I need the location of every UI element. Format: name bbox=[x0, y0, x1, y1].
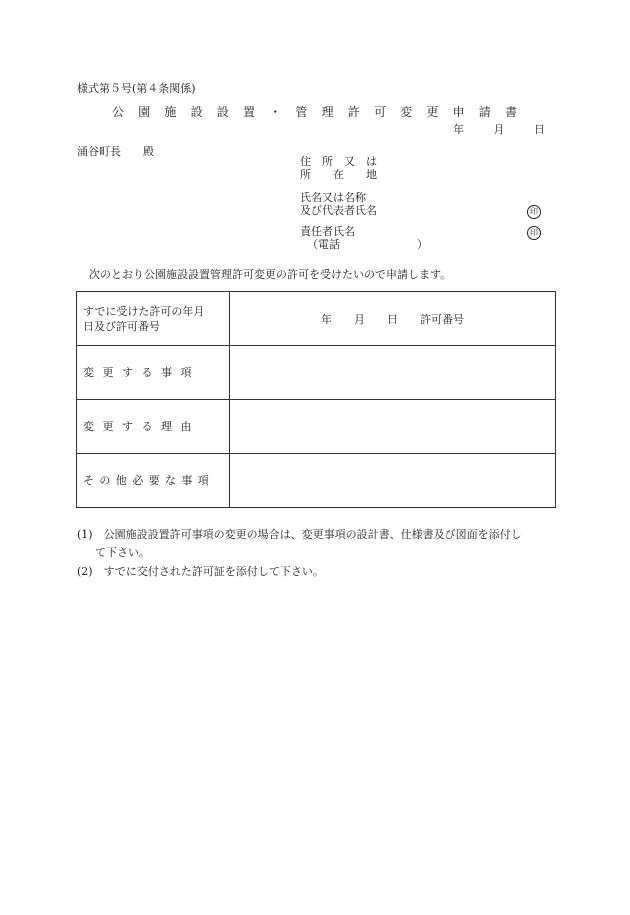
table-row bbox=[77, 346, 556, 400]
applicant-address-label bbox=[300, 155, 377, 181]
seal-mark-icon: 印 bbox=[527, 205, 541, 219]
prior-permit-label-line-2: 日及び許可番号 bbox=[83, 319, 160, 333]
name-label-line-1: 氏名又は名称 bbox=[300, 191, 366, 204]
change-item-label: 変更する事項 bbox=[77, 346, 230, 400]
other-matters-label: その他必要な事項 bbox=[77, 454, 230, 508]
change-reason-label: 変更する理由 bbox=[77, 400, 230, 454]
name-label-line-2: 及び代表者氏名 bbox=[300, 204, 377, 217]
date-day: 日 bbox=[534, 123, 545, 136]
note-1-continuation: て下さい。 bbox=[95, 546, 150, 559]
table-row bbox=[77, 292, 556, 346]
address-label-line-2: 所 在 地 bbox=[300, 168, 377, 181]
date-month: 月 bbox=[493, 123, 505, 136]
table-row bbox=[77, 400, 556, 454]
applicant-name-label bbox=[300, 191, 377, 217]
permit-day: 日 bbox=[387, 312, 398, 326]
addressee: 涌谷町長 殿 bbox=[77, 145, 154, 158]
responsible-person-label: 責任者氏名 bbox=[300, 225, 355, 238]
note-1: (1) 公園施設設置許可事項の変更の場合は、変更事項の設計書、仕様書及び図面を添付し bbox=[77, 528, 522, 541]
intro-text: 次のとおり公園施設設置管理許可変更の許可を受けたいので申請します。 bbox=[89, 268, 452, 281]
prior-permit-field[interactable] bbox=[230, 292, 556, 346]
address-label-line-1: 住 所 又 は bbox=[300, 155, 377, 168]
phone-label: （電話 ） bbox=[307, 238, 428, 251]
change-item-field[interactable] bbox=[230, 346, 556, 400]
prior-permit-label-line-1: すでに受けた許可の年月 bbox=[83, 304, 205, 318]
application-table bbox=[76, 291, 556, 508]
date-year: 年 bbox=[453, 123, 464, 136]
permit-number-label: 許可番号 bbox=[420, 312, 464, 326]
application-date bbox=[453, 123, 545, 136]
table-row bbox=[77, 454, 556, 508]
form-number-label: 様式第５号(第４条関係) bbox=[77, 82, 196, 95]
change-reason-field[interactable] bbox=[230, 400, 556, 454]
other-matters-field[interactable] bbox=[230, 454, 556, 508]
prior-permit-label bbox=[77, 292, 230, 346]
note-2: (2) すでに交付された許可証を添付して下さい。 bbox=[77, 565, 324, 578]
seal-mark-icon: 印 bbox=[527, 226, 541, 240]
permit-month: 月 bbox=[354, 312, 365, 326]
page-title: 公園施設設置・管理許可変更申請書 bbox=[112, 105, 532, 119]
permit-year: 年 bbox=[321, 312, 332, 326]
